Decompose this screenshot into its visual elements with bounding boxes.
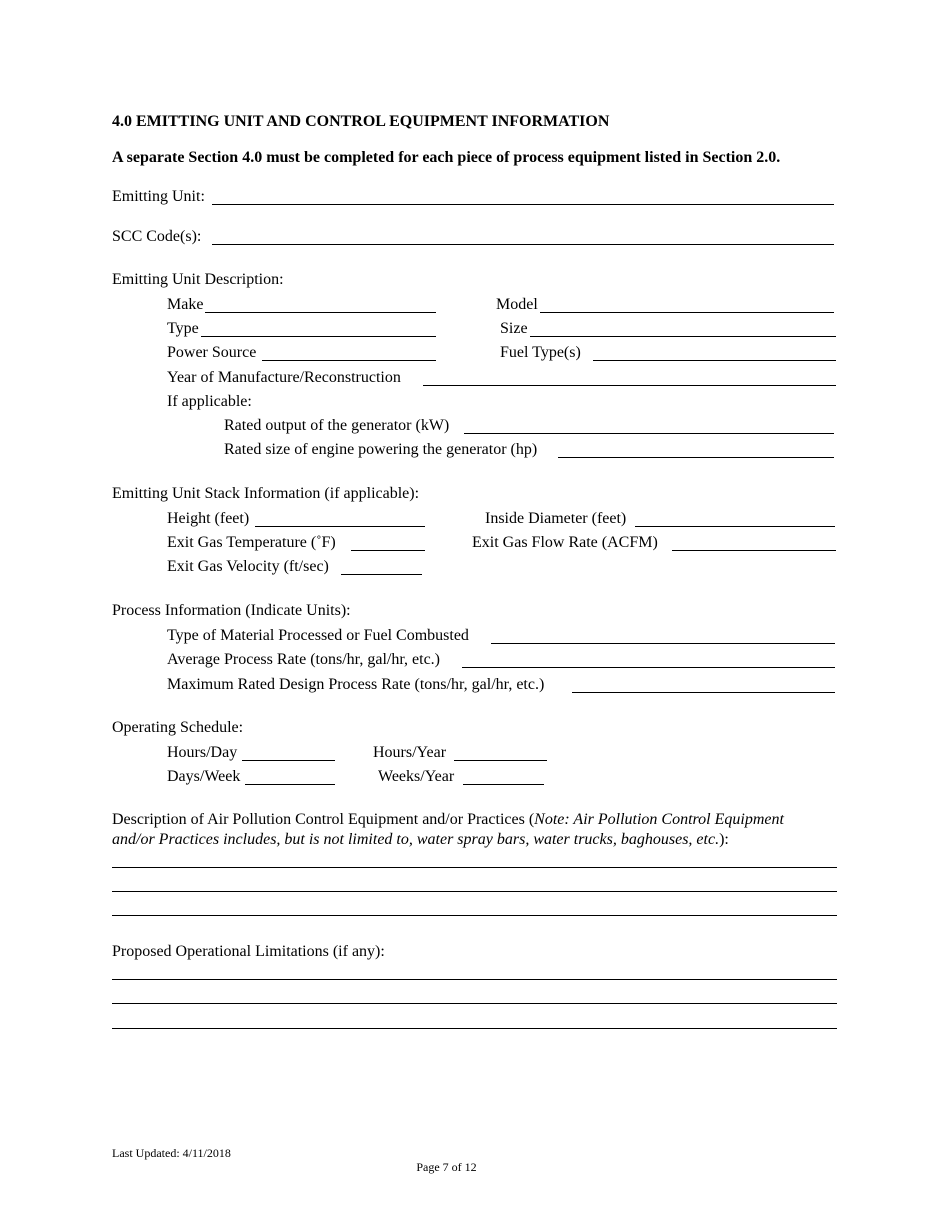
model-label: Model bbox=[496, 296, 538, 313]
scc-codes-label: SCC Code(s): bbox=[112, 228, 202, 245]
hours-year-label: Hours/Year bbox=[373, 744, 447, 761]
emitting-unit-label: Emitting Unit: bbox=[112, 188, 205, 205]
type-label: Type bbox=[167, 320, 199, 337]
hours-day-label: Hours/Day bbox=[167, 744, 238, 761]
inside-diameter-field[interactable] bbox=[635, 526, 835, 527]
rated-size-field[interactable] bbox=[558, 457, 834, 458]
rated-output-label: Rated output of the generator (kW) bbox=[224, 417, 450, 434]
limitations-answer-line[interactable] bbox=[112, 979, 837, 980]
size-field[interactable] bbox=[530, 336, 836, 337]
year-label: Year of Manufacture/Reconstruction bbox=[167, 369, 401, 386]
rated-size-label: Rated size of engine powering the generator (hp) bbox=[224, 441, 538, 458]
last-updated: Last Updated: 4/11/2018 bbox=[112, 1146, 231, 1160]
page-number: Page 7 of 12 bbox=[416, 1160, 477, 1174]
max-rate-label: Maximum Rated Design Process Rate (tons/hr, gal/hr, etc.) bbox=[167, 676, 545, 693]
if-applicable-label: If applicable: bbox=[167, 393, 252, 410]
max-rate-field[interactable] bbox=[572, 692, 835, 693]
control-answer-line[interactable] bbox=[112, 915, 837, 916]
days-week-field[interactable] bbox=[245, 784, 335, 785]
make-field[interactable] bbox=[205, 312, 436, 313]
control-answer-line[interactable] bbox=[112, 867, 837, 868]
weeks-year-field[interactable] bbox=[463, 784, 544, 785]
schedule-title: Operating Schedule: bbox=[112, 719, 244, 736]
scc-codes-field[interactable] bbox=[212, 244, 834, 245]
limitations-answer-line[interactable] bbox=[112, 1003, 837, 1004]
hours-year-field[interactable] bbox=[454, 760, 547, 761]
height-field[interactable] bbox=[255, 526, 425, 527]
material-field[interactable] bbox=[491, 643, 835, 644]
limitations-title: Proposed Operational Limitations (if any): bbox=[112, 943, 385, 960]
weeks-year-label: Weeks/Year bbox=[378, 768, 455, 785]
control-description-line2: and/or Practices includes, but is not limited to, water spray bars, water trucks, baghouses, etc.): bbox=[112, 831, 729, 848]
exit-gas-velocity-field[interactable] bbox=[341, 574, 422, 575]
exit-gas-flow-label: Exit Gas Flow Rate (ACFM) bbox=[472, 534, 658, 551]
exit-gas-temp-label: Exit Gas Temperature (˚F) bbox=[167, 534, 336, 551]
description-title: Emitting Unit Description: bbox=[112, 271, 284, 288]
inside-diameter-label: Inside Diameter (feet) bbox=[485, 510, 627, 527]
section-heading: 4.0 EMITTING UNIT AND CONTROL EQUIPMENT INFORMATION bbox=[112, 113, 610, 130]
exit-gas-temp-field[interactable] bbox=[351, 550, 425, 551]
stack-title: Emitting Unit Stack Information (if applicable): bbox=[112, 485, 420, 502]
make-label: Make bbox=[167, 296, 204, 313]
type-field[interactable] bbox=[201, 336, 436, 337]
limitations-answer-line[interactable] bbox=[112, 1028, 837, 1029]
section-instruction: A separate Section 4.0 must be completed for each piece of process equipment listed in Section 2.0. bbox=[112, 149, 781, 166]
control-answer-line[interactable] bbox=[112, 891, 837, 892]
exit-gas-flow-field[interactable] bbox=[672, 550, 836, 551]
height-label: Height (feet) bbox=[167, 510, 250, 527]
exit-gas-velocity-label: Exit Gas Velocity (ft/sec) bbox=[167, 558, 329, 575]
fuel-types-label: Fuel Type(s) bbox=[500, 344, 581, 361]
power-source-label: Power Source bbox=[167, 344, 257, 361]
days-week-label: Days/Week bbox=[167, 768, 241, 785]
model-field[interactable] bbox=[540, 312, 834, 313]
emitting-unit-field[interactable] bbox=[212, 204, 834, 205]
size-label: Size bbox=[500, 320, 528, 337]
average-rate-label: Average Process Rate (tons/hr, gal/hr, etc.) bbox=[167, 651, 440, 668]
process-title: Process Information (Indicate Units): bbox=[112, 602, 351, 619]
control-description-line1: Description of Air Pollution Control Equipment and/or Practices (Note: Air Pollution Control Equipment bbox=[112, 811, 784, 828]
average-rate-field[interactable] bbox=[462, 667, 835, 668]
fuel-types-field[interactable] bbox=[593, 360, 836, 361]
hours-day-field[interactable] bbox=[242, 760, 335, 761]
rated-output-field[interactable] bbox=[464, 433, 834, 434]
year-field[interactable] bbox=[423, 385, 836, 386]
power-source-field[interactable] bbox=[262, 360, 436, 361]
material-label: Type of Material Processed or Fuel Combusted bbox=[167, 627, 469, 644]
